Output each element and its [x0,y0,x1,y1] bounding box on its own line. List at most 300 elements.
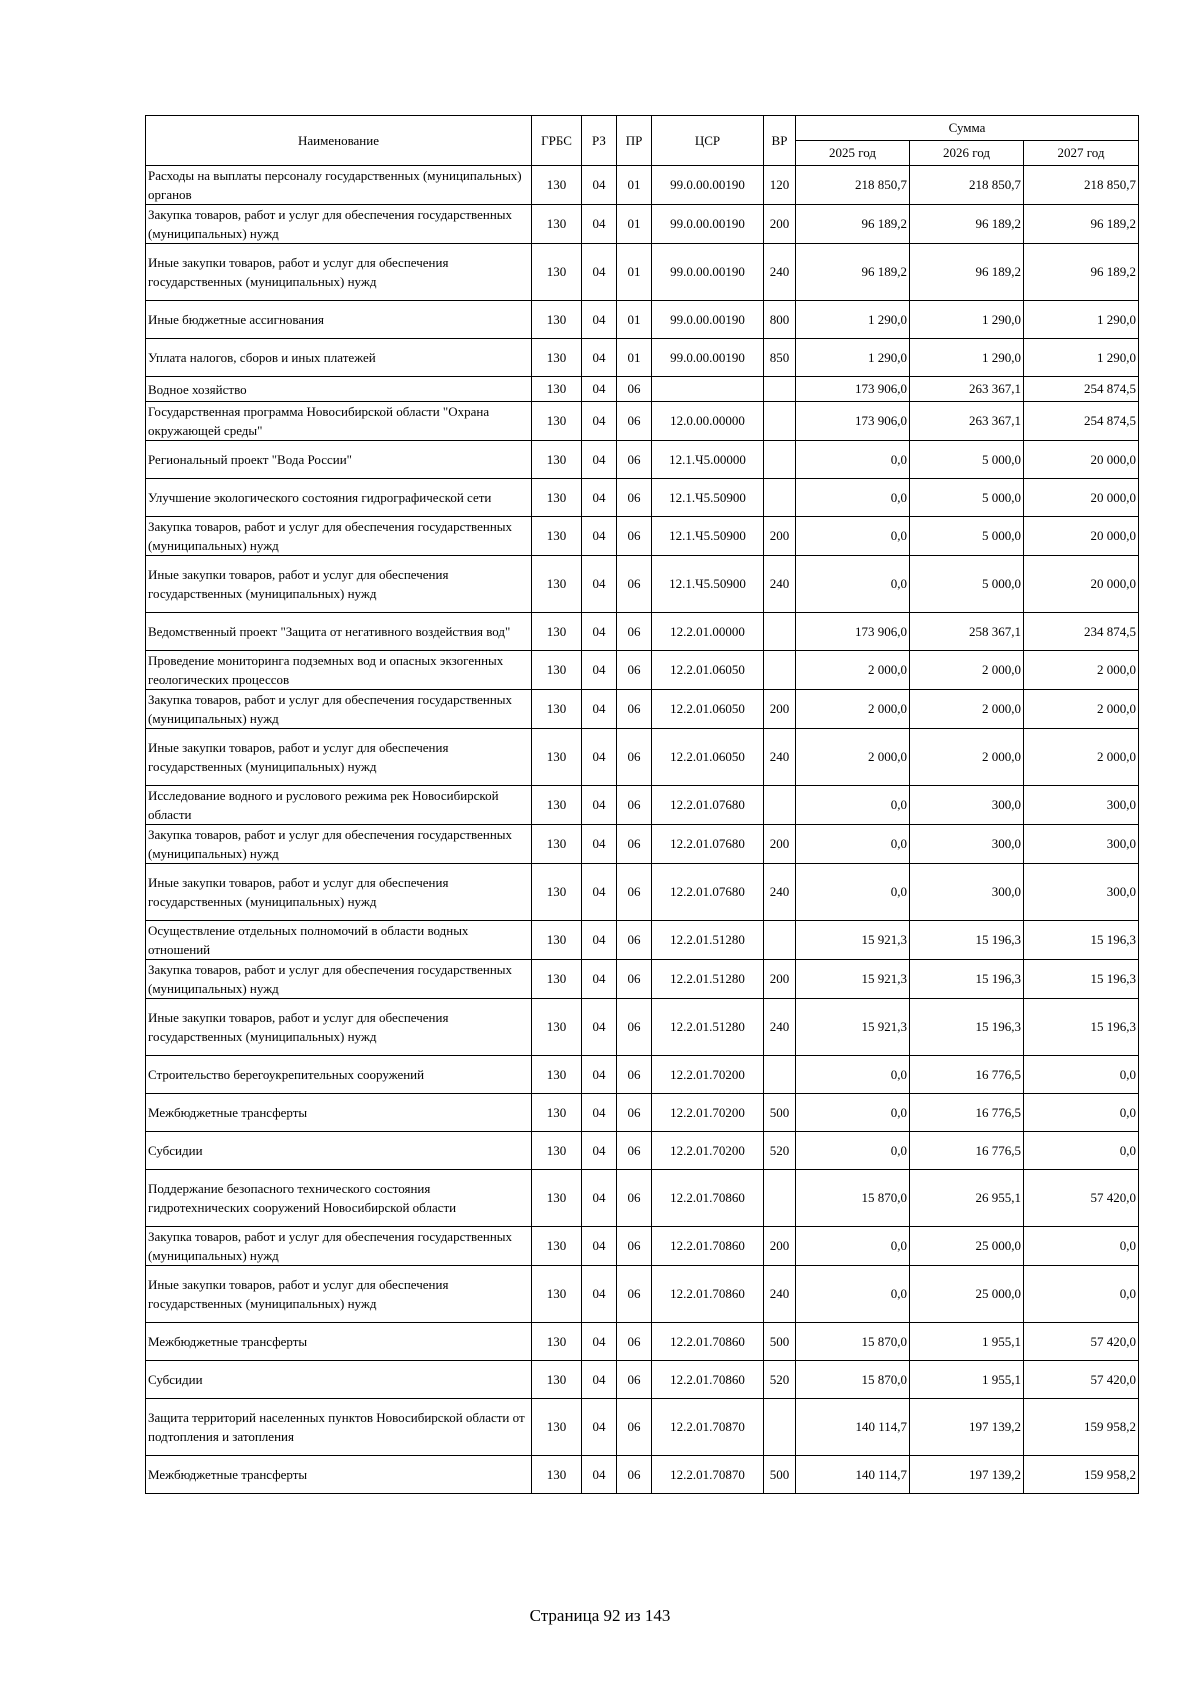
cell-vr [764,613,796,651]
cell-2025: 173 906,0 [796,402,910,441]
cell-vr: 200 [764,517,796,556]
cell-pr: 06 [617,402,652,441]
header-rz: РЗ [582,116,617,166]
cell-2025: 1 290,0 [796,339,910,377]
cell-2026: 25 000,0 [910,1227,1024,1266]
cell-2026: 96 189,2 [910,205,1024,244]
cell-vr: 200 [764,825,796,864]
cell-csr: 12.2.01.51280 [652,960,764,999]
table-row [146,825,1139,864]
cell-name: Осуществление отдельных полномочий в области водных отношений [146,921,532,960]
cell-2026: 1 290,0 [910,301,1024,339]
cell-grbs: 130 [532,690,582,729]
cell-pr: 06 [617,1456,652,1494]
cell-2025: 0,0 [796,1266,910,1323]
cell-2026: 26 955,1 [910,1170,1024,1227]
cell-2027: 20 000,0 [1024,441,1139,479]
cell-csr: 12.2.01.70200 [652,1132,764,1170]
cell-2025: 96 189,2 [796,244,910,301]
cell-pr: 06 [617,729,652,786]
cell-rz: 04 [582,1227,617,1266]
cell-vr: 200 [764,205,796,244]
cell-vr [764,377,796,402]
cell-vr: 500 [764,1094,796,1132]
cell-2025: 15 870,0 [796,1361,910,1399]
cell-2025: 140 114,7 [796,1399,910,1456]
cell-pr: 06 [617,1132,652,1170]
cell-2027: 1 290,0 [1024,301,1139,339]
cell-2025: 0,0 [796,786,910,825]
cell-name: Иные закупки товаров, работ и услуг для обеспечения государственных (муниципальных) нужд [146,244,532,301]
cell-csr: 99.0.00.00190 [652,205,764,244]
cell-csr: 12.2.01.07680 [652,786,764,825]
cell-pr: 06 [617,864,652,921]
table-row [146,1361,1139,1399]
cell-2025: 1 290,0 [796,301,910,339]
table-row [146,613,1139,651]
cell-pr: 01 [617,301,652,339]
cell-pr: 06 [617,1361,652,1399]
cell-name: Иные закупки товаров, работ и услуг для обеспечения государственных (муниципальных) нужд [146,864,532,921]
cell-2025: 0,0 [796,1056,910,1094]
cell-2026: 15 196,3 [910,960,1024,999]
cell-2026: 1 955,1 [910,1361,1024,1399]
cell-2027: 20 000,0 [1024,556,1139,613]
cell-name: Поддержание безопасного технического состояния гидротехнических сооружений Новосибирской области [146,1170,532,1227]
cell-rz: 04 [582,479,617,517]
cell-grbs: 130 [532,999,582,1056]
cell-pr: 06 [617,960,652,999]
cell-vr: 240 [764,556,796,613]
cell-grbs: 130 [532,556,582,613]
cell-csr: 12.2.01.70860 [652,1266,764,1323]
cell-2026: 300,0 [910,864,1024,921]
cell-2025: 2 000,0 [796,690,910,729]
cell-csr: 12.1.Ч5.50900 [652,556,764,613]
cell-csr: 12.2.01.70200 [652,1056,764,1094]
cell-vr [764,651,796,690]
cell-2026: 2 000,0 [910,651,1024,690]
table-row [146,166,1139,205]
cell-2027: 15 196,3 [1024,921,1139,960]
cell-2027: 0,0 [1024,1266,1139,1323]
cell-2025: 0,0 [796,1227,910,1266]
table-row [146,339,1139,377]
header-grbs: ГРБС [532,116,582,166]
cell-pr: 06 [617,1056,652,1094]
cell-rz: 04 [582,1094,617,1132]
cell-rz: 04 [582,301,617,339]
cell-vr: 240 [764,244,796,301]
cell-2027: 96 189,2 [1024,205,1139,244]
cell-grbs: 130 [532,1456,582,1494]
cell-2027: 159 958,2 [1024,1399,1139,1456]
cell-pr: 06 [617,786,652,825]
cell-2025: 140 114,7 [796,1456,910,1494]
table-row [146,960,1139,999]
cell-pr: 06 [617,1399,652,1456]
cell-name: Закупка товаров, работ и услуг для обеспечения государственных (муниципальных) нужд [146,690,532,729]
cell-rz: 04 [582,556,617,613]
cell-grbs: 130 [532,441,582,479]
cell-2026: 197 139,2 [910,1399,1024,1456]
cell-vr: 240 [764,729,796,786]
cell-rz: 04 [582,999,617,1056]
cell-rz: 04 [582,377,617,402]
cell-csr: 12.0.00.00000 [652,402,764,441]
cell-csr: 12.2.01.51280 [652,999,764,1056]
table-row [146,402,1139,441]
table-row [146,479,1139,517]
cell-2025: 173 906,0 [796,613,910,651]
cell-rz: 04 [582,1323,617,1361]
cell-grbs: 130 [532,1266,582,1323]
cell-csr: 12.2.01.51280 [652,921,764,960]
table-row [146,517,1139,556]
cell-name: Водное хозяйство [146,377,532,402]
cell-2025: 0,0 [796,517,910,556]
cell-2026: 5 000,0 [910,556,1024,613]
cell-pr: 06 [617,441,652,479]
cell-pr: 06 [617,517,652,556]
cell-pr: 06 [617,921,652,960]
table-row [146,1170,1139,1227]
cell-rz: 04 [582,166,617,205]
cell-rz: 04 [582,1132,617,1170]
cell-rz: 04 [582,1399,617,1456]
cell-2026: 25 000,0 [910,1266,1024,1323]
cell-name: Государственная программа Новосибирской области "Охрана окружающей среды" [146,402,532,441]
cell-vr [764,441,796,479]
cell-grbs: 130 [532,377,582,402]
table-header [146,116,1139,166]
cell-2026: 5 000,0 [910,479,1024,517]
cell-rz: 04 [582,244,617,301]
cell-pr: 06 [617,651,652,690]
cell-grbs: 130 [532,729,582,786]
table-row [146,921,1139,960]
cell-2026: 300,0 [910,825,1024,864]
cell-2026: 218 850,7 [910,166,1024,205]
cell-2027: 15 196,3 [1024,960,1139,999]
cell-name: Субсидии [146,1361,532,1399]
cell-rz: 04 [582,441,617,479]
cell-2027: 96 189,2 [1024,244,1139,301]
cell-2025: 0,0 [796,825,910,864]
cell-grbs: 130 [532,864,582,921]
cell-2027: 234 874,5 [1024,613,1139,651]
cell-name: Иные бюджетные ассигнования [146,301,532,339]
cell-name: Исследование водного и руслового режима рек Новосибирской области [146,786,532,825]
cell-2027: 15 196,3 [1024,999,1139,1056]
cell-vr [764,1399,796,1456]
cell-2025: 173 906,0 [796,377,910,402]
cell-2025: 15 921,3 [796,960,910,999]
cell-name: Проведение мониторинга подземных вод и опасных экзогенных геологических процессов [146,651,532,690]
cell-grbs: 130 [532,1132,582,1170]
cell-2027: 254 874,5 [1024,377,1139,402]
cell-2027: 300,0 [1024,786,1139,825]
cell-2026: 5 000,0 [910,441,1024,479]
cell-2027: 2 000,0 [1024,729,1139,786]
cell-pr: 06 [617,1094,652,1132]
cell-csr: 99.0.00.00190 [652,244,764,301]
cell-csr: 12.2.01.70860 [652,1323,764,1361]
cell-2026: 2 000,0 [910,729,1024,786]
cell-2025: 0,0 [796,479,910,517]
cell-grbs: 130 [532,1399,582,1456]
cell-grbs: 130 [532,479,582,517]
cell-2027: 1 290,0 [1024,339,1139,377]
table-row [146,244,1139,301]
cell-2026: 16 776,5 [910,1094,1024,1132]
cell-csr: 12.2.01.70860 [652,1361,764,1399]
cell-2026: 263 367,1 [910,402,1024,441]
cell-vr [764,402,796,441]
cell-vr: 240 [764,864,796,921]
cell-grbs: 130 [532,1094,582,1132]
cell-rz: 04 [582,1266,617,1323]
cell-grbs: 130 [532,921,582,960]
cell-name: Закупка товаров, работ и услуг для обеспечения государственных (муниципальных) нужд [146,517,532,556]
cell-pr: 06 [617,479,652,517]
cell-rz: 04 [582,651,617,690]
cell-rz: 04 [582,921,617,960]
cell-2025: 15 870,0 [796,1323,910,1361]
cell-rz: 04 [582,517,617,556]
cell-grbs: 130 [532,1361,582,1399]
cell-name: Строительство берегоукрепительных сооружений [146,1056,532,1094]
cell-name: Закупка товаров, работ и услуг для обеспечения государственных (муниципальных) нужд [146,1227,532,1266]
cell-2027: 57 420,0 [1024,1170,1139,1227]
cell-csr: 12.2.01.70870 [652,1456,764,1494]
cell-rz: 04 [582,864,617,921]
cell-vr [764,1170,796,1227]
cell-pr: 06 [617,556,652,613]
table-row [146,556,1139,613]
cell-grbs: 130 [532,960,582,999]
cell-name: Межбюджетные трансферты [146,1323,532,1361]
cell-csr: 12.2.01.70860 [652,1170,764,1227]
cell-name: Защита территорий населенных пунктов Новосибирской области от подтопления и затопления [146,1399,532,1456]
cell-rz: 04 [582,339,617,377]
cell-csr: 12.2.01.06050 [652,651,764,690]
cell-name: Субсидии [146,1132,532,1170]
cell-rz: 04 [582,825,617,864]
cell-name: Закупка товаров, работ и услуг для обеспечения государственных (муниципальных) нужд [146,960,532,999]
cell-2026: 16 776,5 [910,1056,1024,1094]
table-row [146,729,1139,786]
cell-2025: 2 000,0 [796,729,910,786]
cell-vr: 200 [764,1227,796,1266]
cell-rz: 04 [582,960,617,999]
cell-vr: 520 [764,1132,796,1170]
cell-grbs: 130 [532,786,582,825]
cell-rz: 04 [582,1456,617,1494]
cell-grbs: 130 [532,205,582,244]
cell-vr: 520 [764,1361,796,1399]
cell-vr: 240 [764,999,796,1056]
table-row [146,651,1139,690]
header-pr: ПР [617,116,652,166]
cell-rz: 04 [582,1361,617,1399]
table-row [146,999,1139,1056]
cell-rz: 04 [582,613,617,651]
cell-name: Межбюджетные трансферты [146,1456,532,1494]
cell-2025: 15 870,0 [796,1170,910,1227]
cell-rz: 04 [582,729,617,786]
cell-2027: 57 420,0 [1024,1361,1139,1399]
cell-rz: 04 [582,786,617,825]
cell-name: Ведомственный проект "Защита от негативного воздействия вод" [146,613,532,651]
cell-2027: 57 420,0 [1024,1323,1139,1361]
table-row [146,786,1139,825]
cell-2026: 258 367,1 [910,613,1024,651]
cell-rz: 04 [582,1170,617,1227]
header-name: Наименование [146,116,532,166]
cell-csr: 12.1.Ч5.50900 [652,479,764,517]
cell-csr: 12.1.Ч5.00000 [652,441,764,479]
cell-2026: 197 139,2 [910,1456,1024,1494]
cell-grbs: 130 [532,613,582,651]
cell-pr: 06 [617,1323,652,1361]
cell-csr: 12.1.Ч5.50900 [652,517,764,556]
header-year-2025: 2025 год [796,141,910,166]
cell-csr: 12.2.01.06050 [652,729,764,786]
cell-csr: 12.2.01.07680 [652,825,764,864]
header-csr: ЦСР [652,116,764,166]
cell-csr: 12.2.01.06050 [652,690,764,729]
cell-2027: 254 874,5 [1024,402,1139,441]
table-row [146,1323,1139,1361]
cell-2025: 96 189,2 [796,205,910,244]
header-vr: ВР [764,116,796,166]
cell-pr: 06 [617,1227,652,1266]
cell-2026: 2 000,0 [910,690,1024,729]
cell-2026: 15 196,3 [910,921,1024,960]
cell-2026: 96 189,2 [910,244,1024,301]
cell-2026: 1 290,0 [910,339,1024,377]
cell-grbs: 130 [532,339,582,377]
cell-vr: 120 [764,166,796,205]
cell-2026: 15 196,3 [910,999,1024,1056]
cell-2025: 0,0 [796,1132,910,1170]
cell-rz: 04 [582,690,617,729]
cell-csr [652,377,764,402]
cell-2025: 0,0 [796,556,910,613]
table-row [146,690,1139,729]
cell-csr: 99.0.00.00190 [652,166,764,205]
budget-table [145,115,1139,1494]
cell-grbs: 130 [532,1323,582,1361]
cell-grbs: 130 [532,244,582,301]
cell-rz: 04 [582,1056,617,1094]
cell-vr [764,479,796,517]
table-row [146,1266,1139,1323]
table-body [146,166,1139,1494]
cell-grbs: 130 [532,651,582,690]
cell-pr: 06 [617,1170,652,1227]
cell-grbs: 130 [532,1170,582,1227]
table-row [146,1399,1139,1456]
cell-name: Расходы на выплаты персоналу государственных (муниципальных) органов [146,166,532,205]
cell-name: Иные закупки товаров, работ и услуг для обеспечения государственных (муниципальных) нужд [146,729,532,786]
cell-name: Иные закупки товаров, работ и услуг для обеспечения государственных (муниципальных) нужд [146,556,532,613]
cell-2025: 15 921,3 [796,921,910,960]
cell-2027: 2 000,0 [1024,651,1139,690]
cell-2027: 300,0 [1024,864,1139,921]
cell-vr: 200 [764,960,796,999]
cell-name: Межбюджетные трансферты [146,1094,532,1132]
cell-csr: 12.2.01.70860 [652,1227,764,1266]
cell-name: Закупка товаров, работ и услуг для обеспечения государственных (муниципальных) нужд [146,825,532,864]
cell-2027: 2 000,0 [1024,690,1139,729]
cell-2025: 2 000,0 [796,651,910,690]
cell-pr: 06 [617,999,652,1056]
cell-name: Региональный проект "Вода России" [146,441,532,479]
page-number: Страница 92 из 143 [529,1606,671,1625]
cell-csr: 12.2.01.70200 [652,1094,764,1132]
table-row [146,1132,1139,1170]
cell-2025: 15 921,3 [796,999,910,1056]
cell-2025: 0,0 [796,1094,910,1132]
cell-grbs: 130 [532,517,582,556]
table-row [146,1094,1139,1132]
cell-csr: 12.2.01.00000 [652,613,764,651]
cell-pr: 01 [617,205,652,244]
cell-2026: 5 000,0 [910,517,1024,556]
table-row [146,205,1139,244]
cell-csr: 99.0.00.00190 [652,301,764,339]
table-row [146,377,1139,402]
cell-vr: 800 [764,301,796,339]
cell-name: Закупка товаров, работ и услуг для обеспечения государственных (муниципальных) нужд [146,205,532,244]
cell-vr: 500 [764,1323,796,1361]
cell-2026: 263 367,1 [910,377,1024,402]
cell-vr [764,786,796,825]
cell-grbs: 130 [532,402,582,441]
cell-grbs: 130 [532,1056,582,1094]
cell-vr [764,1056,796,1094]
cell-2027: 159 958,2 [1024,1456,1139,1494]
cell-csr: 12.2.01.70870 [652,1399,764,1456]
table-row [146,1227,1139,1266]
cell-pr: 01 [617,244,652,301]
cell-2025: 0,0 [796,864,910,921]
cell-pr: 06 [617,690,652,729]
cell-vr: 500 [764,1456,796,1494]
cell-2027: 218 850,7 [1024,166,1139,205]
cell-vr: 240 [764,1266,796,1323]
cell-2026: 300,0 [910,786,1024,825]
cell-2027: 0,0 [1024,1056,1139,1094]
cell-vr [764,921,796,960]
cell-2026: 1 955,1 [910,1323,1024,1361]
cell-2026: 16 776,5 [910,1132,1024,1170]
cell-csr: 12.2.01.07680 [652,864,764,921]
cell-grbs: 130 [532,301,582,339]
cell-2027: 0,0 [1024,1132,1139,1170]
cell-rz: 04 [582,402,617,441]
table-row [146,1456,1139,1494]
cell-pr: 01 [617,166,652,205]
cell-2027: 0,0 [1024,1227,1139,1266]
cell-pr: 06 [617,1266,652,1323]
cell-name: Иные закупки товаров, работ и услуг для обеспечения государственных (муниципальных) нужд [146,1266,532,1323]
cell-grbs: 130 [532,166,582,205]
cell-pr: 01 [617,339,652,377]
cell-vr: 850 [764,339,796,377]
